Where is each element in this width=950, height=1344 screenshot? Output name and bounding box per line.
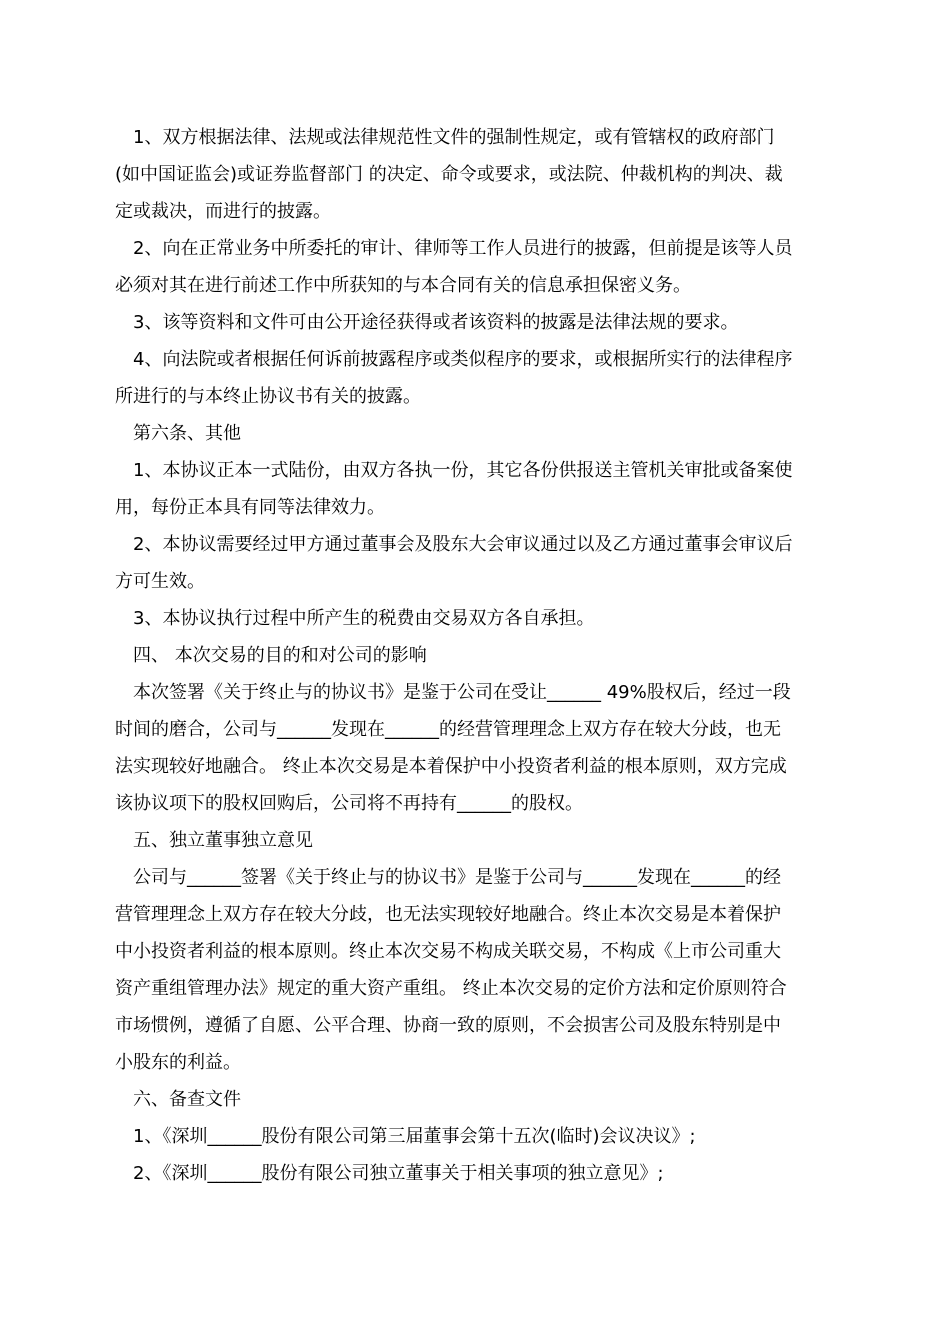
paragraph-line: 小股东的利益。 [115,1052,241,1073]
section-heading: 六、备查文件 [133,1089,241,1110]
reference-item-1 [115,1118,837,1155]
paragraph-line: 公司与______签署《关于终止与的协议书》是鉴于公司与______发现在______的经 [133,867,781,888]
paragraph-line: 2、本协议需要经过甲方通过董事会及股东大会审议通过以及乙方通过董事会审议后 [133,534,793,555]
paragraph-line: 方可生效。 [115,571,205,592]
paragraph-line: 营管理理念上双方存在较大分歧，也无法实现较好地融合。终止本次交易是本着保护 [115,904,781,925]
paragraph-line: 1、《深圳______股份有限公司第三届董事会第十五次(临时)会议决议》; [133,1126,696,1147]
section-4-heading [115,637,837,674]
other-item-3 [115,600,837,637]
section-5-body [115,859,837,1081]
paragraph-line: 资产重组管理办法》规定的重大资产重组。 终止本次交易的定价方法和定价原则符合 [115,978,787,999]
section-4-body [115,674,837,822]
paragraph-line: 市场惯例，遵循了自愿、公平合理、协商一致的原则，不会损害公司及股东特别是中 [115,1015,781,1036]
disclosure-item-2 [115,230,837,304]
paragraph-line: 该协议项下的股权回购后，公司将不再持有______的股权。 [115,793,583,814]
section-6-heading [115,1081,837,1118]
paragraph-line: 定或裁决，而进行的披露。 [115,201,331,222]
reference-item-2 [115,1155,837,1192]
other-item-2 [115,526,837,600]
paragraph-line: 3、本协议执行过程中所产生的税费由交易双方各自承担。 [133,608,595,629]
section-5-heading [115,822,837,859]
section-heading: 五、独立董事独立意见 [133,830,313,851]
paragraph-line: 3、该等资料和文件可由公开途径获得或者该资料的披露是法律法规的要求。 [133,312,739,333]
article-6-heading [115,415,837,452]
paragraph-line: (如中国证监会)或证券监督部门 的决定、命令或要求，或法院、仲裁机构的判决、裁 [115,164,783,185]
paragraph-line: 本次签署《关于终止与的协议书》是鉴于公司在受让______ 49%股权后，经过一段 [133,682,791,703]
disclosure-item-3 [115,304,837,341]
section-heading: 第六条、其他 [133,423,241,444]
paragraph-line: 1、本协议正本一式陆份，由双方各执一份，其它各份供报送主管机关审批或备案使 [133,460,793,481]
disclosure-item-1 [115,119,837,230]
paragraph-line: 2、向在正常业务中所委托的审计、律师等工作人员进行的披露，但前提是该等人员 [133,238,793,259]
paragraph-line: 中小投资者利益的根本原则。终止本次交易不构成关联交易，不构成《上市公司重大 [115,941,781,962]
paragraph-line: 4、向法院或者根据任何诉前披露程序或类似程序的要求，或根据所实行的法律程序 [133,349,793,370]
section-heading: 四、 本次交易的目的和对公司的影响 [133,645,427,666]
other-item-1 [115,452,837,526]
paragraph-line: 用，每份正本具有同等法律效力。 [115,497,385,518]
paragraph-line: 时间的磨合，公司与______发现在______的经营管理理念上双方存在较大分歧，也无 [115,719,781,740]
disclosure-item-4 [115,341,837,415]
document-body [115,119,837,1192]
paragraph-line: 必须对其在进行前述工作中所获知的与本合同有关的信息承担保密义务。 [115,275,691,296]
paragraph-line: 2、《深圳______股份有限公司独立董事关于相关事项的独立意见》; [133,1163,664,1184]
paragraph-line: 所进行的与本终止协议书有关的披露。 [115,386,421,407]
paragraph-line: 法实现较好地融合。 终止本次交易是本着保护中小投资者利益的根本原则，双方完成 [115,756,787,777]
paragraph-line: 1、双方根据法律、法规或法律规范性文件的强制性规定，或有管辖权的政府部门 [133,127,775,148]
